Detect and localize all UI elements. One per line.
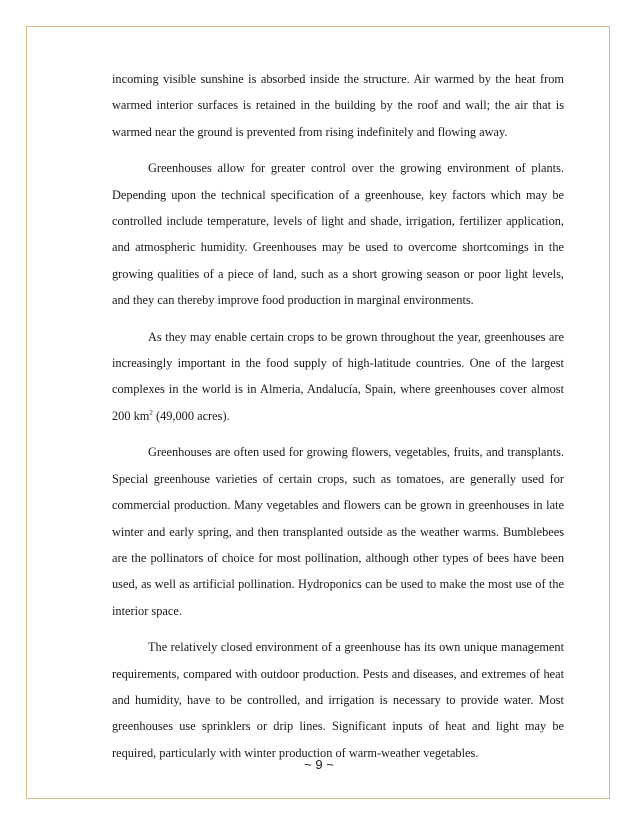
paragraph-food-supply [112,324,564,430]
superscript-squared: 2 [149,408,153,417]
paragraph-food-supply-tail: (49,000 acres). [152,408,230,423]
page-number: ~ 9 ~ [304,757,334,772]
paragraph-management: The relatively closed environment of a greenhouse has its own unique management requirements, compared with outdoor production. Pests and diseases, and extremes of heat and humidity, have to be controlled, and irrigation is necessary to provide water. Most greenhouses use sprinklers or drip lines. Significant inputs of heat and light may be required, particularly with winter production of warm-weather vegetables. [112,640,564,760]
paragraph-greenhouse-control: Greenhouses allow for greater control over the growing environment of plants. Depending upon the technical specification of a greenhouse, key factors which may be controlled include temperature, levels of light and shade, irrigation, fertilizer application, and atmospheric humidity. Greenhouses may be used to overcome shortcomings in the growing qualities of a piece of land, such as a short growing season or poor light levels, and they can thereby improve food production in marginal environments. [112,161,564,308]
paragraph-uses: Greenhouses are often used for growing flowers, vegetables, fruits, and transplants. Special greenhouse varieties of certain crops, such as tomatoes, are generally used for commercial production. Many vegetables and flowers can be grown in greenhouses in late winter and early spring, and then transplanted outside as the weather warms. Bumblebees are the pollinators of choice for most pollination, although other types of bees have been used, as well as artificial pollination. Hydroponics can be used to make the most use of the interior space. [112,445,564,618]
paragraph-food-supply-text: As they may enable certain crops to be grown throughout the year, greenhouses are increasingly important in the food supply of high-latitude countries. One of the largest complexes in the world is in Almeria, Andalucía, Spain, where greenhouses cover almost 200 km [112,329,564,423]
document-body [112,66,564,776]
paragraph-continuation: incoming visible sunshine is absorbed inside the structure. Air warmed by the heat from warmed interior surfaces is retained in the building by the roof and wall; the air that is warmed near the ground is prevented from rising indefinitely and flowing away. [112,72,564,139]
